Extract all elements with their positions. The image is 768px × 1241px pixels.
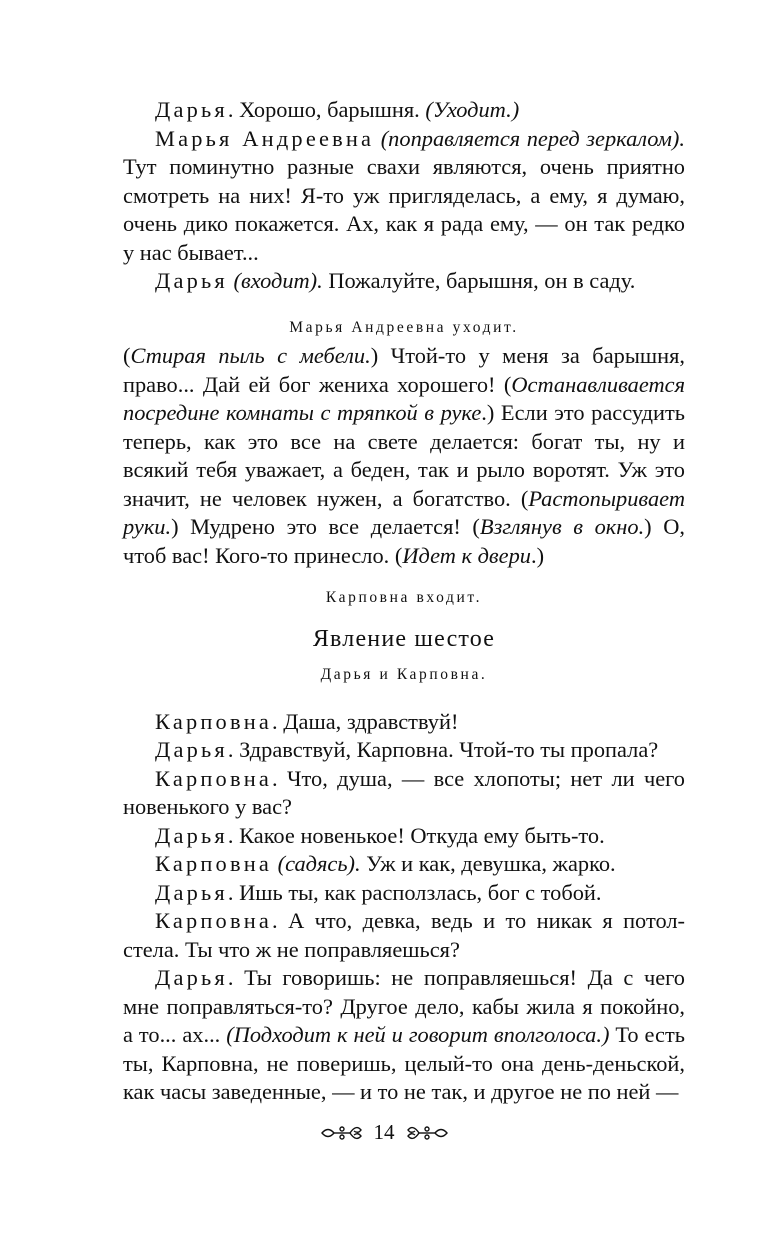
- speech-text: .) Если это рассудить теперь, как это все на свете делается: богат ты, ну и всякий тебя уважает, а беден, так и рыло воротят. Уж это значит, не человек нужен, а богатство. (: [123, 400, 685, 511]
- speech-text: . Ишь ты, как расползлась, бог с тобой.: [227, 879, 602, 905]
- stage-direction-exit: Марья Андреевна уходит.: [289, 318, 519, 336]
- dialogue-line: [123, 879, 685, 908]
- dialogue-line: [123, 907, 685, 964]
- scene-title: Явление шестое: [312, 625, 496, 652]
- stage-remark: (Подходит к ней и говорит вполголоса.): [226, 1022, 610, 1047]
- scene-characters: Дарья и Карповна.: [320, 666, 488, 683]
- floral-ornament-icon: [405, 1123, 449, 1143]
- speech-text: ) Чтой-то у меня за барышня, право... Дай ей бог жениха хорошего! (: [123, 343, 685, 397]
- speaker-name: Дарья: [155, 822, 228, 848]
- dialogue-line: [123, 267, 685, 296]
- dialogue-line: [123, 964, 685, 1107]
- dialogue-line: [123, 822, 685, 851]
- speaker-name: Дарья: [155, 97, 228, 122]
- top-dialogue-block: [123, 96, 685, 296]
- speech-text: Уж и как, девушка, жарко.: [360, 851, 616, 876]
- dialogue-line: [123, 765, 685, 822]
- speech-text: . Хорошо, барышня.: [227, 97, 426, 122]
- dialogue-line: [123, 850, 685, 879]
- speaker-name: Дарья: [155, 879, 228, 905]
- stage-remark: (поправляется перед зеркалом).: [380, 125, 685, 151]
- stage-remark: Стирая пыль с мебели.: [130, 343, 371, 368]
- dialogue-line: [123, 708, 685, 737]
- speaker-name: Карповна: [155, 908, 273, 933]
- speech-text: . Здравствуй, Карповна. Чтой-то ты пропала?: [227, 737, 659, 762]
- speech-text: . Что, душа, — все хлопоты; нет ли чего новенького у вас?: [123, 765, 685, 819]
- scene-dialogue-block: [123, 708, 685, 1107]
- stage-remark: Останавливается посредине комнаты с тряпкой в руке: [123, 371, 685, 425]
- floral-ornament-icon: [320, 1123, 364, 1143]
- stage-remark: Идет к двери: [402, 542, 531, 568]
- speech-text: (: [123, 343, 131, 368]
- dialogue-line: [123, 96, 685, 125]
- book-page-text: [123, 96, 685, 1107]
- stage-remark: Взглянув в окно.: [479, 514, 645, 539]
- stage-direction-enter: Карповна входит.: [325, 589, 483, 606]
- speaker-name: Карповна: [155, 765, 273, 791]
- speech-text: . Ты говоришь: не поправляешься! Да с чего мне поправляться-то? Другое дело, кабы жила я покойно, а то... ах...: [123, 965, 685, 1047]
- speech-text: Тут поминутно разные свахи являются, очень приятно смотреть на них! Я-то уж пригляделась, а ему, я думаю, очень дико покажется. Ах, как я рада ему, — он так редко у нас бывает...: [123, 154, 685, 265]
- speech-text: ) О, чтоб вас! Кого-то принесло. (: [123, 514, 685, 568]
- speaker-name: Дарья: [155, 965, 228, 990]
- speech-text: То есть ты, Карповна, не поверишь, целый-то она день-деньской, как часы заведенные, — и то не так, и другое не по ней —: [123, 1022, 685, 1104]
- speech-text: . Какое новенькое! Откуда ему быть-то.: [227, 822, 605, 848]
- speaker-name: Дарья: [155, 268, 228, 293]
- speaker-name: Карповна: [155, 851, 273, 876]
- dialogue-line: [123, 125, 685, 268]
- stage-remark: (Уходит.): [425, 97, 520, 122]
- page-number: 14: [373, 1120, 395, 1144]
- dialogue-line: [123, 736, 685, 765]
- page-footer: [0, 1120, 768, 1145]
- monologue-paragraph: [123, 342, 685, 570]
- stage-remark: (входит).: [233, 268, 323, 293]
- speech-text: Пожалуйте, барышня, он в саду.: [322, 268, 636, 293]
- speech-text: .): [530, 542, 545, 568]
- speech-text: . Даша, здравствуй!: [272, 708, 459, 734]
- speaker-name: Дарья: [155, 737, 228, 762]
- stage-remark: Растопыривает руки.: [123, 485, 685, 539]
- speaker-name: Марья Андреевна: [155, 125, 375, 151]
- stage-remark: (садясь).: [277, 851, 361, 876]
- speaker-name: Карповна: [155, 708, 273, 734]
- speech-text: . А что, девка, ведь и то никак я потолстела. Ты что ж не поправляешься?: [123, 908, 685, 962]
- speech-text: ) Мудрено это все делается! (: [171, 514, 480, 539]
